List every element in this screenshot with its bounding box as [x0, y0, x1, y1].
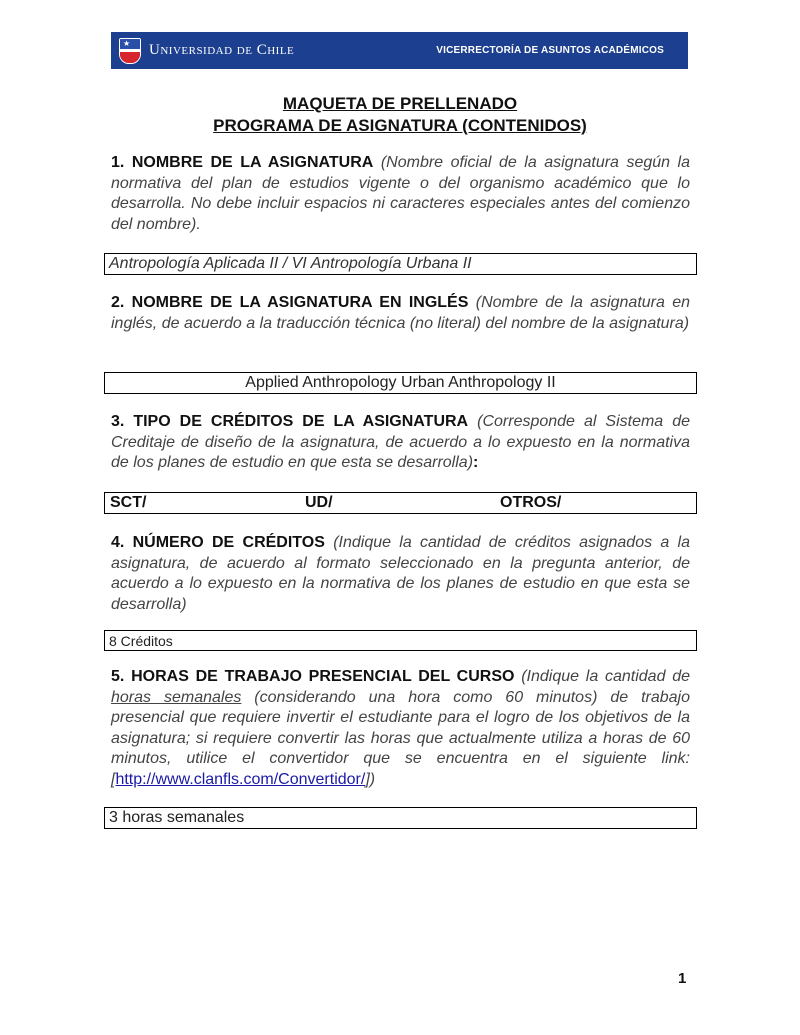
section-3-colon: : [473, 454, 479, 471]
section-2-value-box[interactable] [104, 372, 697, 394]
credit-type-otros[interactable]: OTROS/ [500, 494, 562, 511]
section-5-value: 3 horas semanales [109, 809, 245, 826]
section-5-heading: 5. HORAS DE TRABAJO PRESENCIAL DEL CURSO [111, 668, 515, 685]
convertidor-link[interactable]: http://www.clanfls.com/Convertidor/ [115, 770, 366, 788]
document-title-line2: PROGRAMA DE ASIGNATURA (CONTENIDOS) [213, 116, 587, 135]
section-1-text [111, 153, 690, 235]
section-2-instructions: (Nombre de la asignatura en inglés, de acuerdo a la traducción técnica (no literal) del nombre de la asignatura) [111, 294, 691, 332]
section-2-value: Applied Anthropology Urban Anthropology II [245, 374, 556, 391]
section-3-instructions: (Corresponde al Sistema de Creditaje de diseño de la asignatura, de acuerdo a lo expuesto en la normativa de los planes de estudio en que esta se desarrolla) [111, 413, 690, 471]
vicerrectoria-label: VICERRECTORÍA DE ASUNTOS ACADÉMICOS [436, 45, 664, 56]
document-title-line1: MAQUETA DE PRELLENADO [282, 94, 518, 113]
section-5-instructions-a: (Indique la cantidad de [521, 668, 691, 685]
section-3-heading: 3. TIPO DE CRÉDITOS DE LA ASIGNATURA [111, 413, 469, 430]
section-4-heading: 4. NÚMERO DE CRÉDITOS [111, 534, 325, 551]
section-3-text [111, 412, 690, 474]
section-2-text [111, 293, 690, 334]
section-4-value: 8 Créditos [109, 632, 173, 649]
page-number: 1 [678, 970, 687, 987]
header-banner [111, 32, 688, 69]
section-4-value-box[interactable] [104, 630, 697, 651]
section-4-text [111, 533, 690, 615]
section-3-credit-type-box[interactable] [104, 492, 697, 514]
section-5-instructions-underlined: horas semanales [111, 688, 242, 706]
section-4-instructions: (Indique la cantidad de créditos asignados a la asignatura, de acuerdo al formato seleccionado en la pregunta anterior, de acuerdo a lo expuesto en la normativa de los planes de estudio en que esta se desarrolla) [111, 534, 691, 613]
section-2-heading: 2. NOMBRE DE LA ASIGNATURA EN INGLÉS [111, 294, 469, 311]
section-1-instructions: (Nombre oficial de la asignatura según la normativa del plan de estudios vigente o del organismo académico que lo desarrolla. No debe incluir espacios ni caracteres especiales antes del comienzo del nombre). [111, 154, 691, 233]
section-1-value-box[interactable] [104, 253, 697, 275]
section-5-instructions-b: (considerando una hora como 60 minutos) de trabajo presencial que requiere invertir el estudiante para el logro de los objetivos de la asignatura; si requiere convertir las horas que actualmente utiliza a horas de 60 minutos, utilice el convertidor que se encuentra en el siguiente link: [ [111, 688, 690, 788]
university-name: Universidad de Chile [149, 42, 295, 58]
section-1-value: Antropología Aplicada II / VI Antropología Urbana II [109, 255, 472, 272]
credit-type-ud[interactable]: UD/ [305, 494, 333, 511]
section-5-instructions-c: ]) [365, 770, 376, 788]
section-5-value-box[interactable] [104, 807, 697, 829]
university-crest-icon: ★ [119, 38, 141, 64]
section-5-text [111, 667, 690, 790]
section-1-heading: 1. NOMBRE DE LA ASIGNATURA [111, 154, 374, 171]
credit-type-sct[interactable]: SCT/ [110, 494, 147, 511]
